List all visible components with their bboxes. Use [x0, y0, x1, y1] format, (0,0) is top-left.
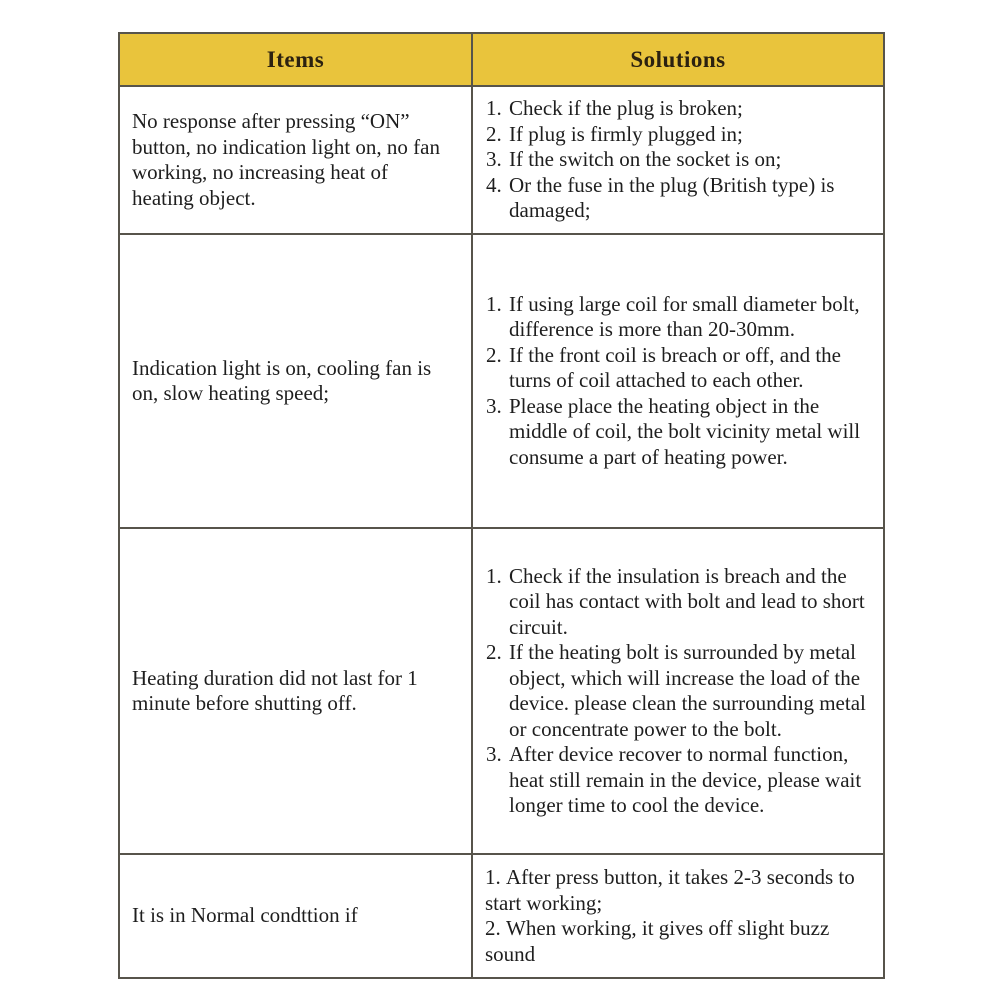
solution-item: 1. After press button, it takes 2-3 seconds to start working; — [485, 865, 875, 916]
table-header-row — [119, 33, 884, 86]
item-text: Heating duration did not last for 1 minute before shutting off. — [132, 665, 418, 715]
item-cell — [119, 528, 472, 854]
solution-item: 1. Check if the insulation is breach and the coil has contact with bolt and lead to short circuit. — [507, 564, 875, 641]
solutions-cell — [472, 234, 884, 528]
solution-item: 3. If the switch on the socket is on; — [507, 147, 875, 173]
solution-item: 3. Please place the heating object in the middle of coil, the bolt vicinity metal will consume a part of heating power. — [507, 394, 875, 471]
solutions-cell — [472, 528, 884, 854]
solutions-list — [481, 96, 875, 224]
item-cell — [119, 854, 472, 978]
item-cell — [119, 234, 472, 528]
troubleshooting-table — [118, 32, 885, 979]
solutions-list — [481, 292, 875, 471]
column-header-solutions: Solutions — [472, 33, 884, 86]
solutions-cell — [472, 854, 884, 978]
solution-item: 3. After device recover to normal function, heat still remain in the device, please wait longer time to cool the device. — [507, 742, 875, 819]
item-text: Indication light is on, cooling fan is on, slow heating speed; — [132, 355, 432, 405]
table-row — [119, 234, 884, 528]
solution-item: 2. If plug is firmly plugged in; — [507, 122, 875, 148]
table-row — [119, 528, 884, 854]
solution-item: 2. If the front coil is breach or off, and the turns of coil attached to each other. — [507, 343, 875, 394]
item-text: No response after pressing “ON” button, no indication light on, no fan working, no increasing heat of heating object. — [132, 109, 440, 210]
table-row — [119, 86, 884, 234]
item-text: It is in Normal condttion if — [132, 903, 358, 928]
solution-item: 2. When working, it gives off slight buzz sound — [485, 916, 875, 967]
item-cell — [119, 86, 472, 234]
solution-item: 1. Check if the plug is broken; — [507, 96, 875, 122]
solutions-list — [481, 865, 875, 967]
column-header-items: Items — [119, 33, 472, 86]
table-row — [119, 854, 884, 978]
solution-item: 4. Or the fuse in the plug (British type) is damaged; — [507, 173, 875, 224]
solutions-list — [481, 564, 875, 819]
solution-item: 1. If using large coil for small diameter bolt, difference is more than 20-30mm. — [507, 292, 875, 343]
solutions-cell — [472, 86, 884, 234]
solution-item: 2. If the heating bolt is surrounded by metal object, which will increase the load of the device. please clean the surrounding metal or concentrate power to the bolt. — [507, 640, 875, 742]
